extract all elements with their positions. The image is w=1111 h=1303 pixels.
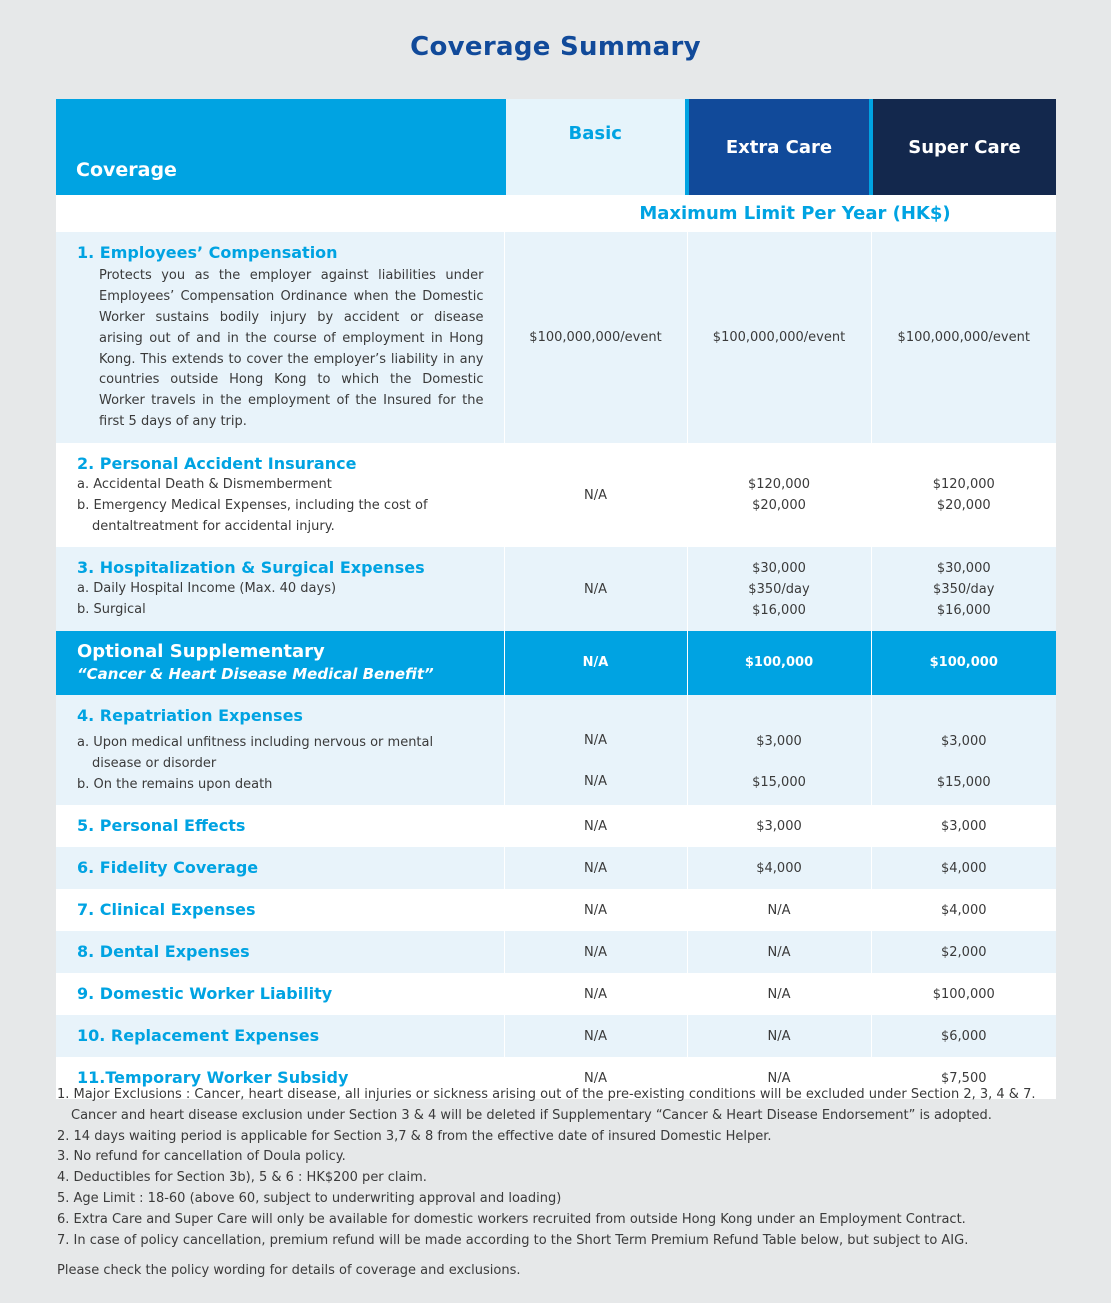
extra-care-value: $100,000 — [687, 631, 871, 695]
basic-value: N/A — [504, 889, 687, 931]
coverage-cell — [56, 695, 504, 805]
note-item: 6. Extra Care and Super Care will only be available for domestic workers recruited from outside Hong Kong under an Employment Contract. — [57, 1211, 966, 1227]
section-title: 5. Personal Effects — [77, 816, 246, 836]
super-care-value — [871, 443, 1056, 547]
section-title: 6. Fidelity Coverage — [77, 858, 259, 878]
optional-title: Optional Supplementary — [77, 640, 325, 662]
value-line: $20,000 — [936, 498, 991, 514]
super-care-value: $2,000 — [871, 931, 1056, 973]
table-row — [56, 1015, 1056, 1057]
coverage-cell — [56, 847, 504, 889]
table-row — [56, 547, 1056, 631]
table-row — [56, 443, 1056, 547]
section-title: 1. Employees’ Compensation — [77, 243, 338, 263]
section-item: a. Daily Hospital Income (Max. 40 days) — [77, 581, 337, 597]
section-item: a. Accidental Death & Dismemberment — [77, 477, 332, 492]
note-item: 5. Age Limit : 18-60 (above 60, subject to underwriting approval and loading) — [57, 1190, 562, 1206]
value-line: $3,000 — [756, 734, 802, 750]
coverage-cell — [56, 631, 504, 695]
coverage-cell — [56, 1015, 504, 1057]
table-row — [56, 847, 1056, 889]
header-extra-care: Extra Care — [687, 99, 871, 195]
page-title: Coverage Summary — [410, 32, 701, 62]
coverage-cell — [56, 232, 504, 443]
coverage-table — [56, 99, 1056, 1099]
section-item: a. Upon medical unfitness including nervous or mental disease or disorder — [77, 734, 434, 771]
note-item: 4. Deductibles for Section 3b), 5 & 6 : HK$200 per claim. — [57, 1170, 427, 1186]
header-basic: Basic — [504, 99, 687, 195]
section-title: 8. Dental Expenses — [77, 942, 250, 962]
value-line: $15,000 — [936, 775, 991, 791]
note-item: 3. No refund for cancellation of Doula policy. — [57, 1149, 346, 1165]
section-title: 10. Replacement Expenses — [77, 1026, 320, 1046]
section-title: 4. Repatriation Expenses — [77, 705, 303, 725]
header-coverage: Coverage — [56, 99, 504, 195]
basic-value: $100,000,000/event — [504, 232, 687, 443]
note-item: 1. Major Exclusions : Cancer, heart disease, all injuries or sickness arising out of the pre-existing conditions will be excluded under Section 2, 3, 4 & 7. Cancer and heart disease exclusion under Section 3 & 4 will be deleted if Supplementary “Cancer & Heart Disease Endorsement” is adopted. — [57, 1087, 1036, 1123]
section-title: 3. Hospitalization & Surgical Expenses — [77, 558, 425, 578]
limit-spacer — [56, 195, 504, 232]
basic-value: N/A — [504, 443, 687, 547]
value-line: $30,000 — [936, 560, 991, 576]
basic-value: N/A — [504, 631, 687, 695]
basic-value: N/A — [504, 973, 687, 1015]
note-item: 7. In case of policy cancellation, premium refund will be made according to the Short Term Premium Refund Table below, but subject to AIG. — [57, 1232, 969, 1248]
basic-value: N/A — [504, 1057, 687, 1099]
footer-note: Please check the policy wording for details of coverage and exclusions. — [57, 1263, 521, 1279]
value-line: $350/day — [933, 581, 995, 597]
super-care-value — [871, 695, 1056, 805]
notes — [57, 1085, 1057, 1282]
basic-value: N/A — [504, 847, 687, 889]
extra-care-value: N/A — [687, 1057, 871, 1099]
section-title: 9. Domestic Worker Liability — [77, 984, 333, 1004]
super-care-value: $100,000 — [871, 631, 1056, 695]
header-super-care: Super Care — [871, 99, 1056, 195]
extra-care-value: N/A — [687, 889, 871, 931]
table-row — [56, 889, 1056, 931]
table-row — [56, 973, 1056, 1015]
value-line: N/A — [584, 733, 607, 749]
coverage-cell — [56, 443, 504, 547]
basic-value: N/A — [504, 547, 687, 631]
table-row — [56, 931, 1056, 973]
note-item: 2. 14 days waiting period is applicable for Section 3,7 & 8 from the effective date of insured Domestic Helper. — [57, 1128, 772, 1144]
section-item: b. Emergency Medical Expenses, including the cost of dentaltreatment for accidental injury. — [77, 497, 428, 534]
value-line: $16,000 — [752, 602, 806, 618]
value-line: $30,000 — [752, 560, 806, 576]
section-item: b. On the remains upon death — [77, 776, 273, 792]
table-row — [56, 232, 1056, 443]
basic-value: N/A — [504, 805, 687, 847]
extra-care-value — [687, 695, 871, 805]
section-title: 7. Clinical Expenses — [77, 900, 256, 920]
extra-care-value: N/A — [687, 1015, 871, 1057]
value-line: $3,000 — [941, 734, 987, 750]
coverage-cell — [56, 547, 504, 631]
limit-label: Maximum Limit Per Year (HK$) — [504, 195, 1056, 232]
value-line: $120,000 — [747, 477, 811, 493]
super-care-value: $4,000 — [871, 889, 1056, 931]
optional-subtitle: “Cancer & Heart Disease Medical Benefit” — [77, 664, 434, 683]
coverage-cell — [56, 931, 504, 973]
extra-care-value: N/A — [687, 973, 871, 1015]
section-title: 11.Temporary Worker Subsidy — [77, 1068, 349, 1088]
section-item: b. Surgical — [77, 602, 146, 618]
extra-care-value: $4,000 — [687, 847, 871, 889]
extra-care-value: $3,000 — [687, 805, 871, 847]
limit-row — [56, 195, 1056, 232]
basic-value: N/A — [504, 931, 687, 973]
super-care-value: $4,000 — [871, 847, 1056, 889]
section-description: Protects you as the employer against liabilities under Employees’ Compensation Ordinance when the Domestic Worker sustains bodily injury by accident or disease arising out of and in the course of employment in Hong Kong. This extends to cover the employer’s liability in any countries outside Hong Kong to which the Domestic Worker travels in the employment of the Insured for the first 5 days of any trip. — [99, 268, 484, 429]
extra-care-value: $100,000,000/event — [687, 232, 871, 443]
coverage-cell — [56, 973, 504, 1015]
table-row — [56, 805, 1056, 847]
extra-care-value — [687, 443, 871, 547]
basic-value: N/A — [504, 1015, 687, 1057]
extra-care-value: N/A — [687, 931, 871, 973]
super-care-value: $100,000,000/event — [871, 232, 1056, 443]
super-care-value: $6,000 — [871, 1015, 1056, 1057]
table-header-row — [56, 99, 1056, 195]
basic-value — [504, 695, 687, 805]
table-row — [56, 695, 1056, 805]
extra-care-value — [687, 547, 871, 631]
value-line: $15,000 — [752, 775, 806, 791]
super-care-value: $7,500 — [871, 1057, 1056, 1099]
coverage-cell — [56, 889, 504, 931]
value-line: $16,000 — [936, 602, 991, 618]
value-line: $120,000 — [932, 477, 995, 493]
super-care-value — [871, 547, 1056, 631]
coverage-cell — [56, 805, 504, 847]
super-care-value: $3,000 — [871, 805, 1056, 847]
value-line: $350/day — [748, 581, 810, 597]
optional-supplementary-row — [56, 631, 1056, 695]
super-care-value: $100,000 — [871, 973, 1056, 1015]
value-line: N/A — [584, 774, 607, 790]
value-line: $20,000 — [752, 498, 806, 514]
section-title: 2. Personal Accident Insurance — [77, 454, 357, 473]
